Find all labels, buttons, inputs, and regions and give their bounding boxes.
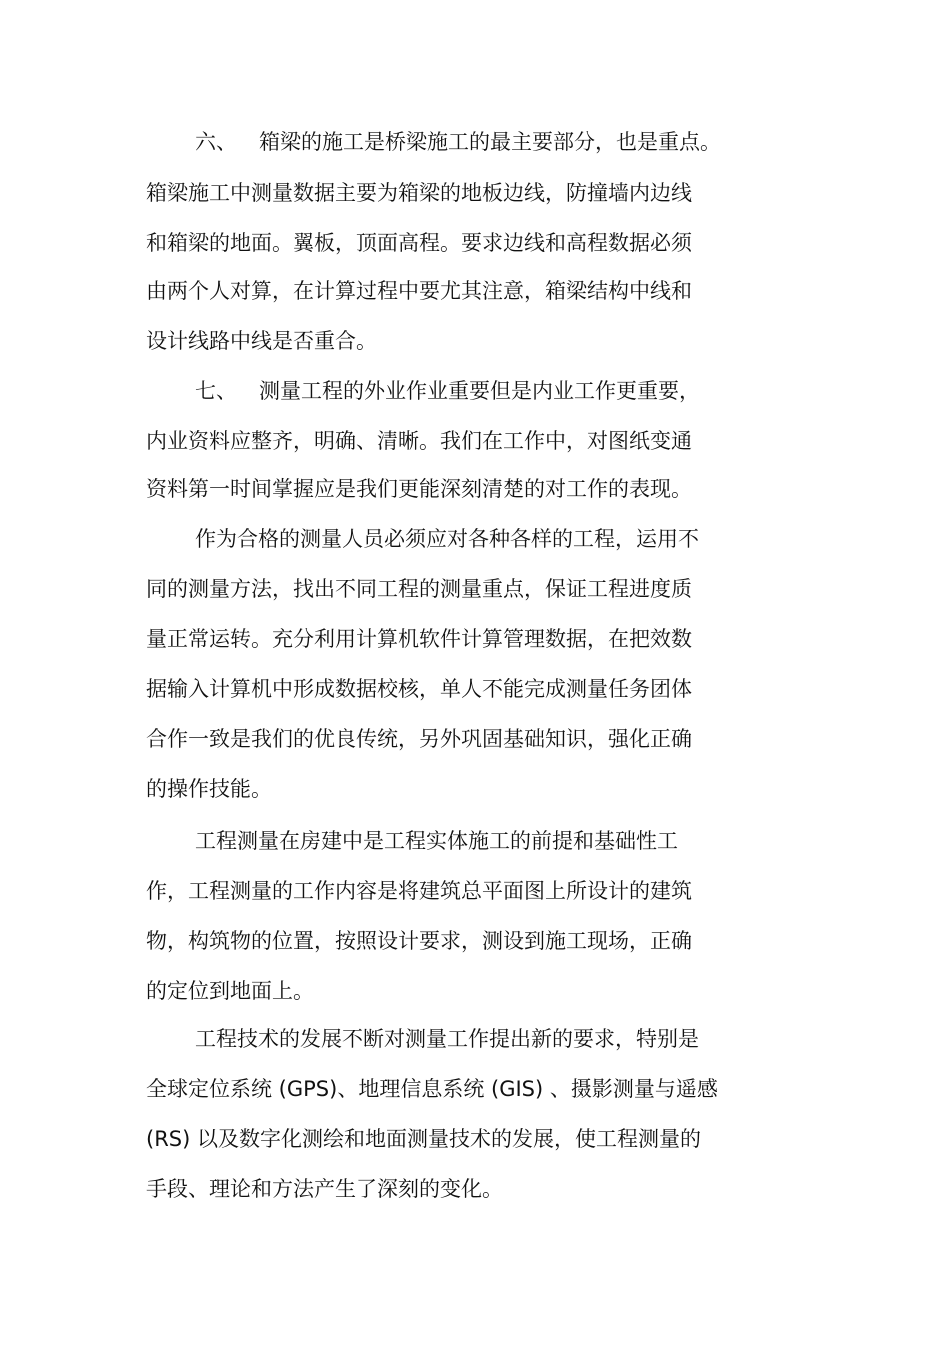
- section-number: 七、: [195, 379, 237, 403]
- paragraph-line: 箱梁施工中测量数据主要为箱梁的地板边线，防撞墙内边线: [146, 181, 692, 205]
- paragraph-line: 全球定位系统 (GPS)、地理信息系统 (GIS) 、摄影测量与遥感: [146, 1077, 718, 1101]
- section-number: 六、: [195, 130, 237, 154]
- paragraph-line: 资料第一时间掌握应是我们更能深刻清楚的对工作的表现。: [146, 477, 692, 501]
- paragraph-line: 合作一致是我们的优良传统，另外巩固基础知识，强化正确: [146, 727, 692, 751]
- paragraph-line: (RS) 以及数字化测绘和地面测量技术的发展，使工程测量的: [146, 1127, 701, 1151]
- paragraph-line: 内业资料应整齐，明确、清晰。我们在工作中，对图纸变通: [146, 429, 692, 453]
- paragraph-line: 作为合格的测量人员必须应对各种各样的工程，运用不: [195, 527, 699, 551]
- paragraph-line: 同的测量方法，找出不同工程的测量重点，保证工程进度质: [146, 577, 692, 601]
- paragraph-line: 据输入计算机中形成数据校核，单人不能完成测量任务团体: [146, 677, 692, 701]
- paragraph-line: 工程测量在房建中是工程实体施工的前提和基础性工: [195, 829, 678, 853]
- paragraph-line: 手段、理论和方法产生了深刻的变化。: [146, 1177, 503, 1201]
- paragraph-line: 由两个人对算，在计算过程中要尤其注意，箱梁结构中线和: [146, 279, 692, 303]
- paragraph-line: 物，构筑物的位置，按照设计要求，测设到施工现场，正确: [146, 929, 692, 953]
- paragraph-line: 和箱梁的地面。翼板，顶面高程。要求边线和高程数据必须: [146, 231, 692, 255]
- paragraph-text: 箱梁的施工是桥梁施工的最主要部分，也是重点。: [259, 130, 721, 154]
- paragraph-line: 作，工程测量的工作内容是将建筑总平面图上所设计的建筑: [146, 879, 692, 903]
- paragraph-line: 量正常运转。充分利用计算机软件计算管理数据，在把效数: [146, 627, 692, 651]
- paragraph-line: [195, 127, 721, 157]
- paragraph-line: [195, 376, 700, 406]
- paragraph-line: 的操作技能。: [146, 777, 272, 801]
- paragraph-line: 的定位到地面上。: [146, 979, 314, 1003]
- paragraph-text: 测量工程的外业作业重要但是内业工作更重要，: [259, 379, 700, 403]
- paragraph-line: 工程技术的发展不断对测量工作提出新的要求，特别是: [195, 1027, 699, 1051]
- paragraph-line: 设计线路中线是否重合。: [146, 329, 377, 353]
